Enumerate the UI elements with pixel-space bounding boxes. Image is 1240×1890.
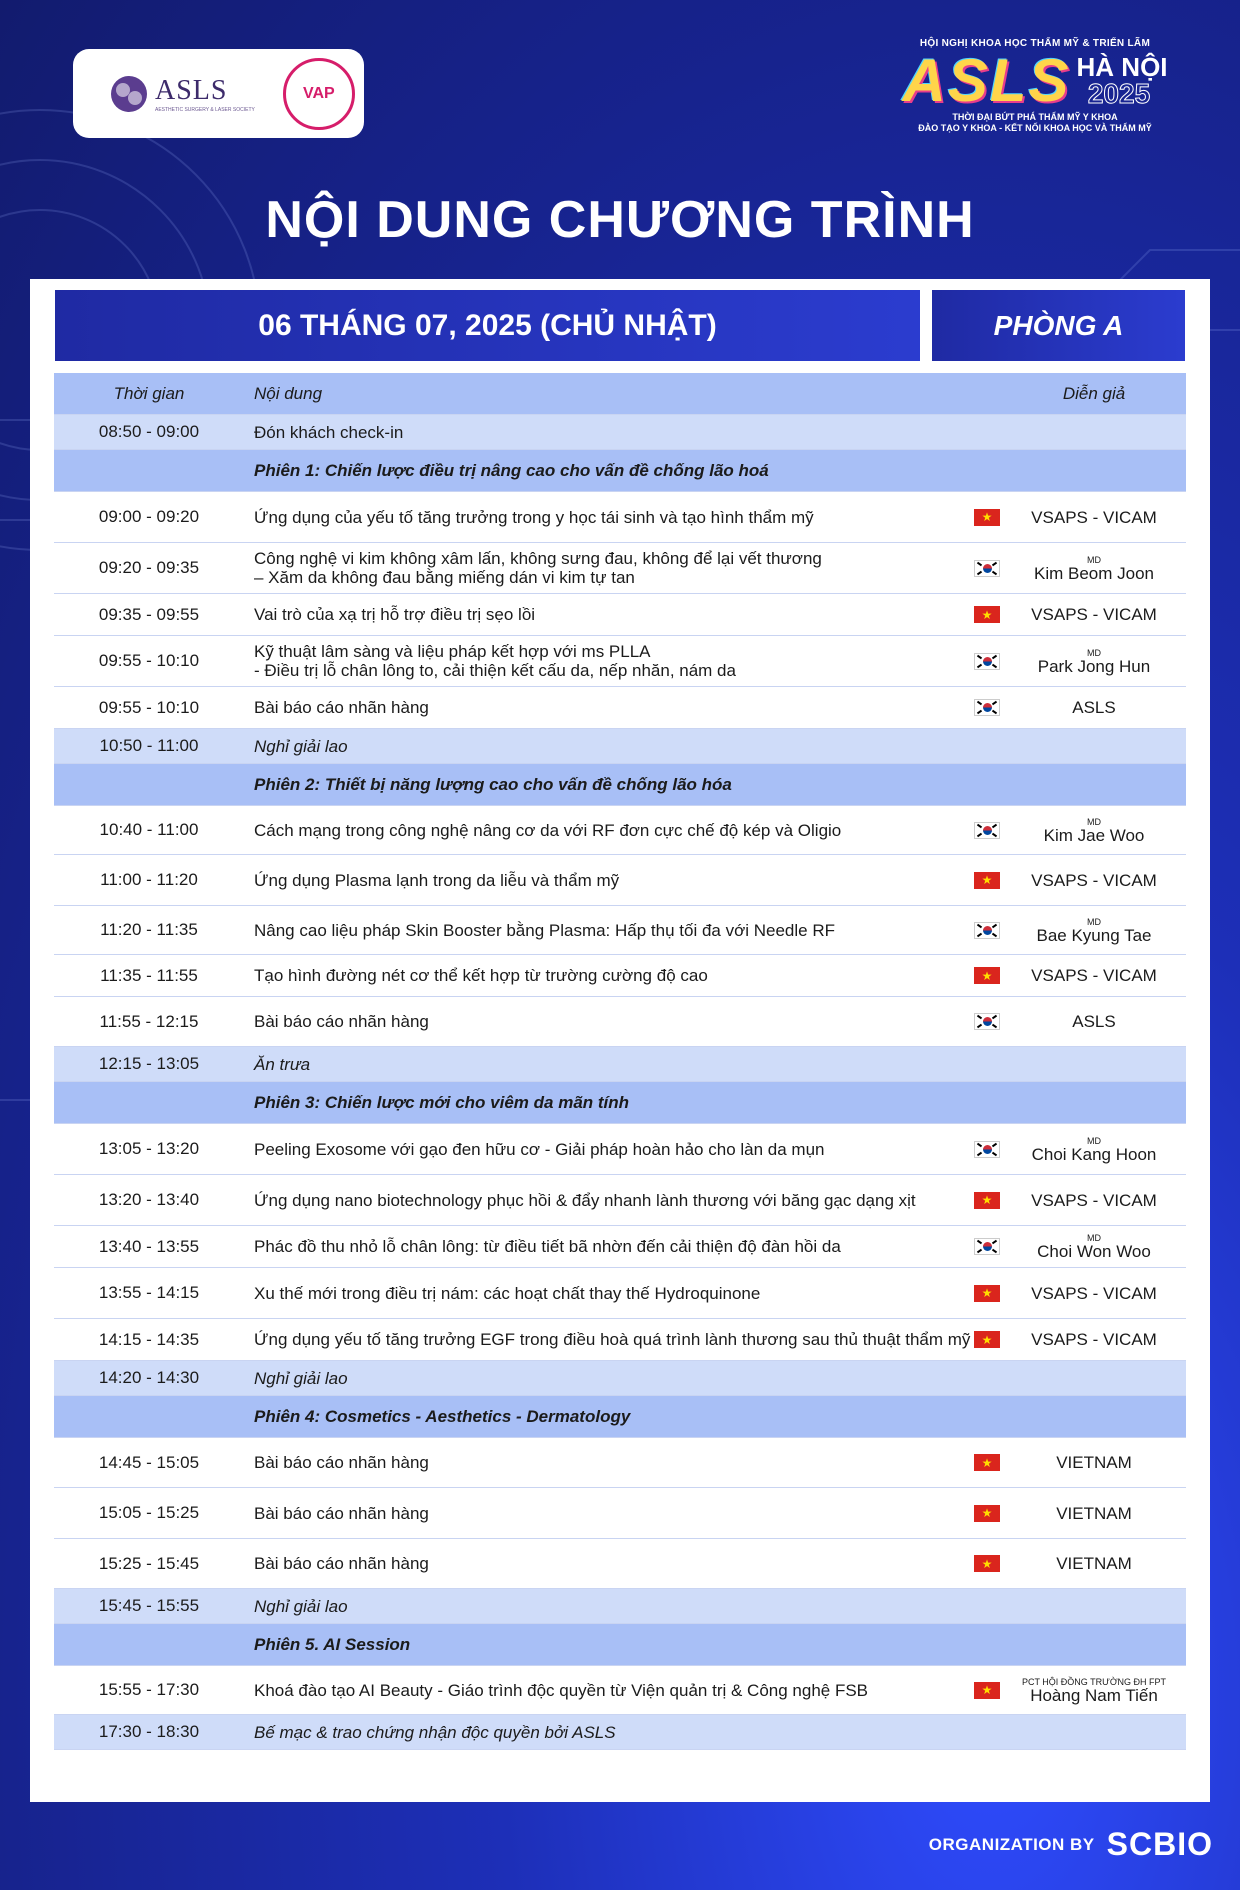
time-cell: 11:55 - 12:15: [99, 1011, 199, 1031]
korea-flag-icon: [974, 1013, 1000, 1030]
korea-flag-icon: [974, 922, 1000, 939]
content-line: Nghỉ giải lao: [254, 1368, 348, 1388]
content-line: Nghỉ giải lao: [254, 736, 348, 756]
time-cell: 14:20 - 14:30: [98, 1368, 200, 1387]
content-line: Ứng dụng yếu tố tăng trưởng EGF trong điều hoà quá trình lành thương sau thủ thuật thẩm mỹ: [254, 1330, 971, 1349]
content-line: Ăn trưa: [254, 1054, 311, 1074]
speaker-cell: [1002, 1677, 1186, 1704]
content-cell: [244, 549, 972, 587]
time-cell: 11:00 - 11:20: [100, 870, 198, 889]
speaker-cell: [1002, 1233, 1186, 1260]
speaker-title: MD: [1087, 647, 1101, 658]
content-cell: [244, 1237, 972, 1256]
table-row: [54, 1319, 1186, 1361]
content-line: Công nghệ vi kim không xâm lấn, không sưng đau, không để lại vết thương: [254, 549, 822, 568]
content-cell: [244, 1140, 972, 1159]
speaker-title: MD: [1087, 1135, 1101, 1146]
time-cell: 15:55 - 17:30: [98, 1680, 200, 1699]
content-cell: [244, 1597, 972, 1616]
column-header-content: Nội dung: [254, 384, 323, 403]
table-row: [54, 906, 1186, 955]
break-row: [54, 1715, 1186, 1750]
time-cell: 14:15 - 14:35: [98, 1329, 200, 1349]
content-line: Bài báo cáo nhãn hàng: [254, 1012, 429, 1031]
column-header-speaker: Diễn giả: [1062, 384, 1126, 403]
vietnam-flag-icon: ★: [974, 1192, 1000, 1209]
time-cell: 15:25 - 15:45: [98, 1553, 200, 1573]
content-line-2: – Xăm da không đau bằng miếng dán vi kim tự tan: [254, 568, 635, 587]
content-line: Ứng dụng Plasma lạnh trong da liễu và thẩm mỹ: [254, 870, 620, 890]
content-line: Vai trò của xạ trị hỗ trợ điều trị sẹo lồi: [254, 605, 536, 624]
speaker-name: Bae Kyung Tae: [1036, 925, 1152, 945]
asls-emblem-icon: [109, 74, 149, 114]
speaker-name: ASLS: [1072, 1012, 1116, 1031]
asls-logo: [109, 74, 255, 114]
session-row: [54, 450, 1186, 492]
speaker-cell: [1002, 606, 1186, 623]
time-cell: 10:40 - 11:00: [99, 820, 199, 839]
speaker-cell: [1002, 872, 1186, 889]
schedule-card: [30, 279, 1210, 1802]
event-city: HÀ NỘI: [1076, 52, 1168, 82]
speaker-cell: [1002, 555, 1186, 582]
time-cell: 11:35 - 11:55: [100, 965, 198, 985]
time-cell: 15:45 - 15:55: [98, 1596, 200, 1615]
footer-brand-logo: SCBIO: [1106, 1826, 1213, 1862]
speaker-name: ASLS: [1072, 698, 1116, 717]
speaker-name: VSAPS - VICAM: [1031, 605, 1157, 624]
break-row: [54, 1047, 1186, 1082]
table-row: [54, 1124, 1186, 1175]
event-name: ASLS: [902, 47, 1071, 114]
content-cell: [244, 1554, 972, 1573]
table-row: [54, 1175, 1186, 1226]
vietnam-flag-icon: ★: [974, 1285, 1000, 1302]
table-row: [54, 636, 1186, 687]
event-top-text: HỘI NGHỊ KHOA HỌC THẨM MỸ & TRIỂN LÃM: [919, 38, 1151, 49]
table-row: [54, 1666, 1186, 1715]
content-cell: [244, 1012, 972, 1031]
korea-flag-icon: [974, 653, 1000, 670]
korea-flag-icon: [974, 699, 1000, 716]
time-cell: 09:35 - 09:55: [98, 604, 200, 624]
speaker-title: PCT HỘI ĐỒNG TRƯỜNG ĐH FPT: [1021, 1676, 1167, 1687]
table-row: [54, 415, 1186, 450]
content-cell: [244, 871, 972, 890]
korea-flag-icon: [974, 560, 1000, 577]
content-line: Khoá đào tạo AI Beauty - Giáo trình độc quyền từ Viện quản trị & Công nghệ FSB: [254, 1680, 869, 1700]
speaker-name: VIETNAM: [1056, 1453, 1132, 1472]
table-header: [54, 373, 1186, 415]
table-row: [54, 997, 1186, 1047]
time-cell: 13:05 - 13:20: [98, 1139, 200, 1158]
content-cell: [244, 461, 972, 480]
speaker-cell: [1002, 1013, 1186, 1030]
vietnam-flag-icon: ★: [974, 1331, 1000, 1348]
content-cell: [244, 921, 972, 940]
speaker-cell: [1002, 699, 1186, 716]
content-cell: [244, 1681, 972, 1700]
content-cell: [244, 1453, 972, 1472]
speaker-cell: [1002, 1331, 1186, 1348]
time-cell: 08:50 - 09:00: [98, 422, 200, 441]
speaker-cell: [1002, 648, 1186, 675]
content-line: Phiên 3: Chiến lược mới cho viêm da mãn tính: [254, 1093, 630, 1112]
vietnam-flag-icon: ★: [974, 1555, 1000, 1572]
content-line: Nghỉ giải lao: [254, 1596, 348, 1616]
content-cell: [244, 737, 972, 756]
content-cell: [244, 423, 972, 442]
table-row: [54, 1438, 1186, 1488]
speaker-name: VSAPS - VICAM: [1031, 966, 1157, 985]
event-logo: [895, 38, 1175, 133]
content-cell: [244, 1723, 972, 1742]
speaker-title: MD: [1087, 554, 1101, 565]
time-cell: 10:50 - 11:00: [99, 736, 199, 755]
speaker-name: Kim Jae Woo: [1043, 825, 1145, 845]
content-line: Ứng dụng của yếu tố tăng trưởng trong y học tái sinh và tạo hình thẩm mỹ: [254, 507, 814, 527]
time-cell: 13:40 - 13:55: [98, 1236, 200, 1256]
vietnam-flag-icon: ★: [974, 509, 1000, 526]
asls-logo-text: ASLS: [155, 74, 228, 106]
content-line: Ứng dụng nano biotechnology phục hồi & đẩy nhanh lành thương với băng gạc dạng xịt: [254, 1190, 916, 1210]
content-line: Phiên 5. AI Session: [254, 1635, 411, 1654]
content-line: Xu thế mới trong điều trị nám: các hoạt chất thay thế Hydroquinone: [254, 1283, 761, 1303]
content-line: Kỹ thuật lâm sàng và liệu pháp kết hợp với ms PLLA: [254, 642, 651, 661]
content-line: Phác đồ thu nhỏ lỗ chân lông: từ điều tiết bã nhờn đến cải thiện độ đàn hồi da: [254, 1237, 841, 1256]
content-cell: [244, 605, 972, 624]
time-cell: 13:55 - 14:15: [98, 1283, 200, 1302]
speaker-cell: [1002, 1136, 1186, 1163]
content-line: Peeling Exosome với gạo đen hữu cơ - Giải pháp hoàn hảo cho làn da mụn: [254, 1139, 825, 1159]
break-row: [54, 1589, 1186, 1624]
speaker-name: VSAPS - VICAM: [1031, 1283, 1157, 1303]
time-cell: 09:00 - 09:20: [98, 507, 200, 526]
speaker-name: Kim Beom Joon: [1034, 563, 1154, 583]
table-row: [54, 1268, 1186, 1319]
session-row: [54, 764, 1186, 806]
speaker-name: VSAPS - VICAM: [1031, 507, 1157, 527]
table-row: [54, 1539, 1186, 1589]
vietnam-flag-icon: ★: [974, 1682, 1000, 1699]
content-line: Bài báo cáo nhãn hàng: [254, 1453, 429, 1472]
content-line: Bài báo cáo nhãn hàng: [254, 698, 429, 717]
speaker-cell: [1002, 1505, 1186, 1522]
table-row: [54, 687, 1186, 729]
content-cell: [244, 1330, 972, 1349]
time-cell: 17:30 - 18:30: [98, 1722, 200, 1741]
break-row: [54, 729, 1186, 764]
footer-org-label: ORGANIZATION BY: [928, 1834, 1095, 1854]
content-line-2: - Điều trị lỗ chân lông to, cải thiện kết cấu da, nếp nhăn, nám da: [254, 661, 736, 680]
content-line: Tạo hình đường nét cơ thể kết hợp từ trường cường độ cao: [254, 966, 708, 985]
korea-flag-icon: [974, 1238, 1000, 1255]
content-cell: [244, 508, 972, 527]
time-cell: 09:20 - 09:35: [98, 558, 200, 577]
vietnam-flag-icon: ★: [974, 1505, 1000, 1522]
speaker-name: VIETNAM: [1056, 1503, 1132, 1523]
vap-logo: VAP: [283, 58, 355, 130]
content-line: Bài báo cáo nhãn hàng: [254, 1554, 429, 1573]
speaker-cell: [1002, 967, 1186, 984]
content-line: Nâng cao liệu pháp Skin Booster bằng Plasma: Hấp thụ tối đa với Needle RF: [254, 920, 835, 940]
speaker-name: VIETNAM: [1056, 1554, 1132, 1573]
break-row: [54, 1361, 1186, 1396]
table-row: [54, 492, 1186, 543]
partner-logos: [73, 49, 364, 138]
session-row: [54, 1396, 1186, 1438]
content-cell: [244, 1191, 972, 1210]
time-cell: 15:05 - 15:25: [98, 1503, 200, 1522]
speaker-cell: [1002, 817, 1186, 844]
table-row: [54, 955, 1186, 997]
table-row: [54, 855, 1186, 906]
vietnam-flag-icon: ★: [974, 606, 1000, 623]
content-cell: [244, 698, 972, 717]
content-cell: [244, 1093, 972, 1112]
asls-logo-subtext: AESTHETIC SURGERY & LASER SOCIETY: [155, 106, 255, 113]
speaker-name: VSAPS - VICAM: [1031, 1190, 1157, 1210]
vietnam-flag-icon: ★: [974, 967, 1000, 984]
content-cell: [244, 775, 972, 794]
content-line: Đón khách check-in: [254, 422, 404, 442]
speaker-cell: [1002, 509, 1186, 526]
content-cell: [244, 1407, 972, 1426]
speaker-name: VSAPS - VICAM: [1031, 870, 1157, 890]
content-line: Phiên 2: Thiết bị năng lượng cao cho vấn đề chống lão hóa: [254, 775, 732, 794]
content-line: Bế mạc & trao chứng nhận độc quyền bởi ASLS: [254, 1722, 616, 1742]
table-row: [54, 806, 1186, 855]
footer: [929, 1826, 1213, 1863]
speaker-cell: [1002, 1454, 1186, 1471]
date-header: 06 THÁNG 07, 2025 (CHỦ NHẬT): [55, 290, 920, 361]
content-line: Bài báo cáo nhãn hàng: [254, 1503, 429, 1523]
event-year: 2025: [1087, 78, 1151, 109]
time-cell: 14:45 - 15:05: [98, 1452, 200, 1472]
event-tagline-1: THỜI ĐẠI BỨT PHÁ THẨM MỸ Y KHOA: [952, 112, 1118, 122]
time-cell: 09:55 - 10:10: [98, 651, 200, 670]
speaker-name: Park Jong Hun: [1037, 656, 1151, 676]
speaker-cell: [1002, 1192, 1186, 1209]
content-line: Phiên 1: Chiến lược điều trị nâng cao cho vấn đề chống lão hoá: [254, 461, 769, 480]
content-cell: [244, 1635, 972, 1654]
speaker-cell: [1002, 1285, 1186, 1302]
speaker-cell: [1002, 917, 1186, 944]
table-row: [54, 1488, 1186, 1539]
speaker-title: MD: [1087, 816, 1101, 827]
content-line: Phiên 4: Cosmetics - Aesthetics - Dermatology: [254, 1407, 631, 1426]
schedule-table: [54, 373, 1186, 1750]
table-row: [54, 543, 1186, 594]
content-line: Cách mạng trong công nghệ nâng cơ da với RF đơn cực chế độ kép và Oligio: [254, 820, 842, 840]
speaker-name: VSAPS - VICAM: [1031, 1330, 1157, 1349]
session-row: [54, 1082, 1186, 1124]
table-row: [54, 1226, 1186, 1268]
speaker-name: Choi Kang Hoon: [1031, 1144, 1157, 1164]
content-cell: [244, 1284, 972, 1303]
vietnam-flag-icon: ★: [974, 1454, 1000, 1471]
speaker-title: MD: [1087, 1233, 1101, 1243]
content-cell: [244, 1504, 972, 1523]
content-cell: [244, 821, 972, 840]
korea-flag-icon: [974, 1141, 1000, 1158]
time-cell: 12:15 - 13:05: [98, 1054, 200, 1073]
column-header-time: Thời gian: [113, 383, 185, 403]
session-row: [54, 1624, 1186, 1666]
room-header: PHÒNG A: [932, 290, 1185, 361]
speaker-name: Hoàng Nam Tiến: [1030, 1685, 1158, 1705]
content-cell: [244, 966, 972, 985]
content-cell: [244, 1369, 972, 1388]
speaker-cell: [1002, 1555, 1186, 1572]
korea-flag-icon: [974, 822, 1000, 839]
time-cell: 13:20 - 13:40: [98, 1190, 200, 1209]
speaker-name: Choi Won Woo: [1037, 1242, 1151, 1261]
event-tagline-2: ĐÀO TẠO Y KHOA - KẾT NỐI KHOA HỌC VÀ THẨM MỸ: [918, 123, 1152, 133]
page-title: NỘI DUNG CHƯƠNG TRÌNH: [265, 191, 975, 249]
speaker-title: MD: [1087, 916, 1101, 927]
time-cell: 09:55 - 10:10: [98, 697, 200, 717]
vietnam-flag-icon: ★: [974, 872, 1000, 889]
content-cell: [244, 642, 972, 680]
content-cell: [244, 1055, 972, 1074]
time-cell: 11:20 - 11:35: [100, 920, 198, 939]
table-row: [54, 594, 1186, 636]
